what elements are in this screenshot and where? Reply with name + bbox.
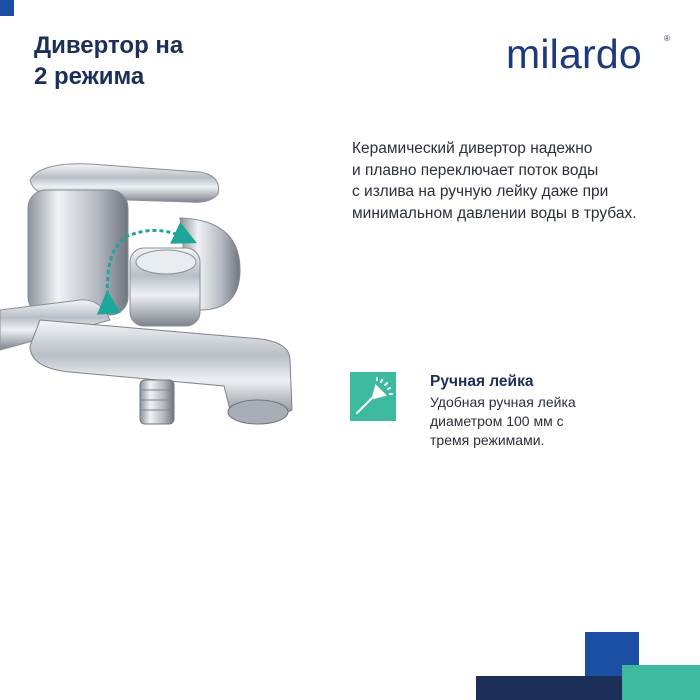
brand-name: milardo: [506, 31, 642, 77]
brand-logo: [506, 32, 676, 76]
decor-teal-block: [622, 665, 700, 700]
description-line: и плавно переключает поток воды: [352, 161, 599, 179]
description-line: Керамический дивертор надежно: [352, 140, 593, 157]
corner-accent-square: [0, 0, 14, 16]
feature-desc-line: тремя режимами.: [430, 432, 545, 448]
product-description: [352, 138, 672, 224]
page-title: [34, 30, 183, 92]
description-line: минимальном давлении воды в трубах.: [352, 204, 637, 222]
title-line-1: Дивертор на: [34, 32, 184, 59]
feature-description: [430, 393, 630, 450]
feature-title: Ручная лейка: [430, 373, 534, 390]
description-line: с излива на ручную лейку даже при: [352, 183, 609, 200]
faucet-image: [0, 150, 300, 440]
feature-desc-line: диаметром 100 мм с: [430, 413, 564, 429]
feature-desc-line: Удобная ручная лейка: [430, 394, 576, 410]
hand-shower-icon: [350, 372, 396, 421]
registered-mark: ®: [664, 34, 670, 43]
title-line-2: 2 режима: [34, 63, 145, 90]
